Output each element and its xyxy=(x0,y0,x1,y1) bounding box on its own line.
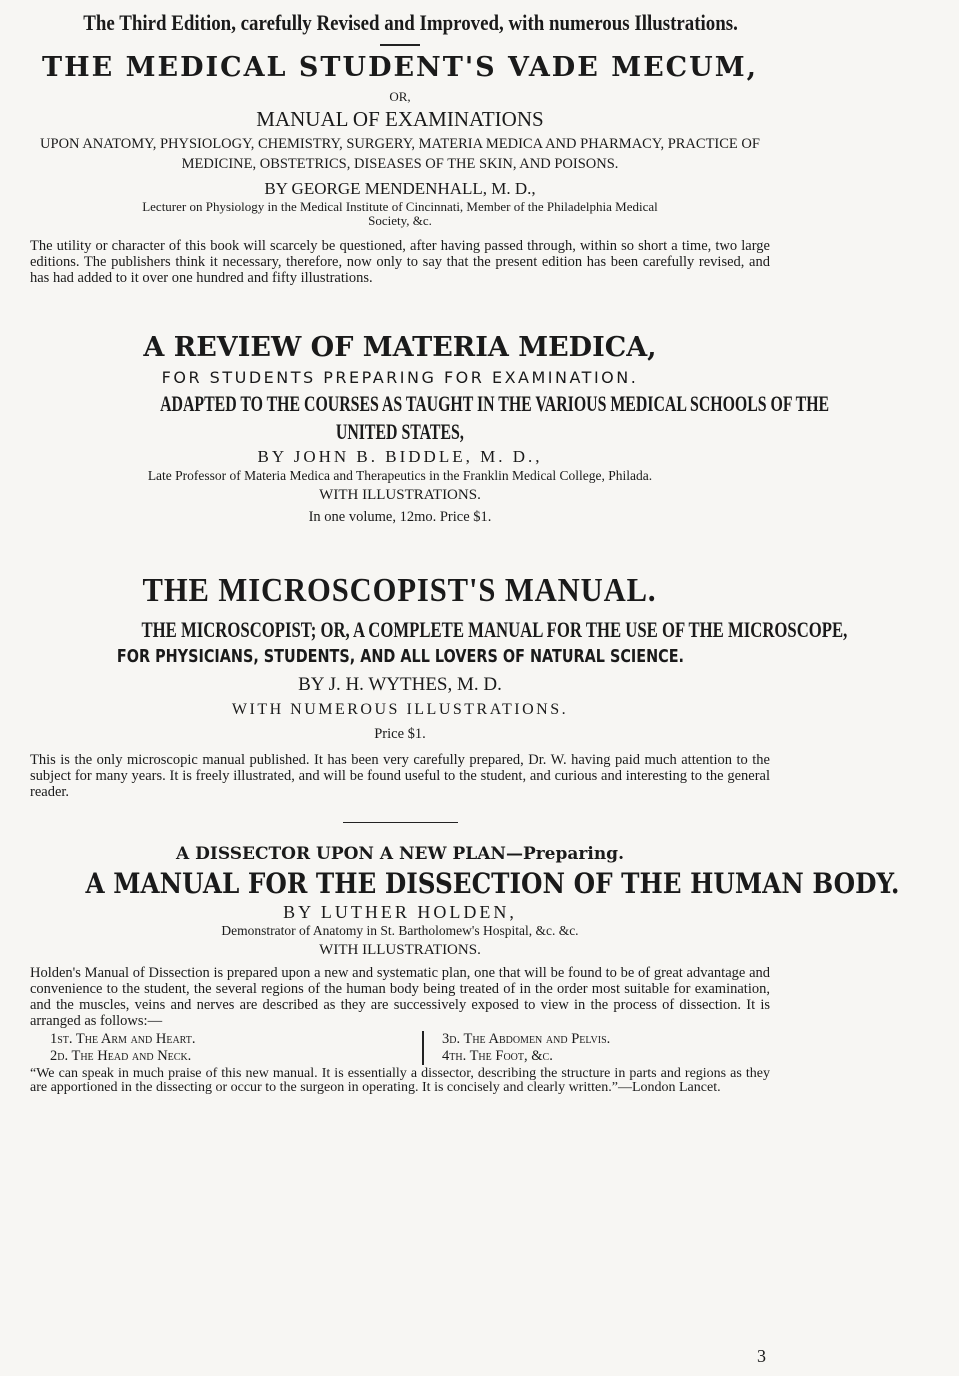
review-quote: “We can speak in much praise of this new manual. It is essentially a dissector, describing the structure in parts and regions as they are apportioned in the dissecting or occur to the surgeon in operating. It is concisely and clearly written.”—London Lancet. xyxy=(30,1066,770,1095)
author: BY JOHN B. BIDDLE, M. D., xyxy=(257,447,543,466)
book-description: Holden's Manual of Dissection is prepared upon a new and systematic plan, one that will be found to be of great advantage and convenience to the student, the several regions of the human body being treated of in the order most suitable for examination, and the muscles, veins and nerves are described as they are successively exposed to view in the process of dissection. It is arranged as follows:— xyxy=(30,965,770,1029)
list-item: 3d. The Abdomen and Pelvis. xyxy=(442,1031,611,1047)
divider xyxy=(380,44,420,46)
book-dissection xyxy=(30,843,900,1095)
list-item: 1st. The Arm and Heart. xyxy=(50,1031,196,1047)
author-description: Demonstrator of Anatomy in St. Bartholomew's Hospital, &c. &c. xyxy=(221,923,579,938)
illustrations-note: WITH ILLUSTRATIONS. xyxy=(319,942,481,958)
or-label: OR, xyxy=(389,89,411,104)
book-description: The utility or character of this book will scarcely be questioned, after having passed through, within so short a time, two large editions. The publishers think it necessary, therefore, now only to say that the present edition has been carefully revised, and has had added to it over one hundred and fifty illustrations. xyxy=(30,238,770,286)
author: BY J. H. WYTHES, M. D. xyxy=(298,674,502,695)
price: Price $1. xyxy=(374,726,426,742)
book-title: THE MICROSCOPIST'S MANUAL. xyxy=(143,572,657,609)
author-description: Late Professor of Materia Medica and Therapeutics in the Franklin Medical College, Philada. xyxy=(147,468,653,483)
book-subtitle: THE MICROSCOPIST; OR, A COMPLETE MANUAL FOR THE USE OF THE MICROSCOPE, xyxy=(141,617,848,642)
illustrations-note: WITH ILLUSTRATIONS. xyxy=(319,487,481,503)
edition-header: The Third Edition, carefully Revised and Improved, with numerous Illustrations. xyxy=(83,10,738,35)
audience-line: FOR STUDENTS PREPARING FOR EXAMINATION. xyxy=(161,368,639,387)
author-description: Lecturer on Physiology in the Medical Institute of Cincinnati, Member of the Philadelphia Medical Society, &c. xyxy=(142,199,658,228)
author: BY LUTHER HOLDEN, xyxy=(283,902,517,922)
advertisement-page xyxy=(30,0,900,1366)
divider xyxy=(343,822,458,823)
list-item: 4th. The Foot, &c. xyxy=(442,1048,553,1064)
audience-line: FOR PHYSICIANS, STUDENTS, AND ALL LOVERS OF NATURAL SCIENCE. xyxy=(116,646,684,667)
parts-list xyxy=(30,1031,770,1065)
adapted-line: ADAPTED TO THE COURSES AS TAUGHT IN THE VARIOUS MEDICAL SCHOOLS OF THE xyxy=(160,391,830,416)
adapted-line-2: UNITED STATES, xyxy=(336,419,464,444)
page-number: 3 xyxy=(757,1346,766,1366)
list-item: 2d. The Head and Neck. xyxy=(50,1048,192,1064)
book-microscopist xyxy=(30,572,848,800)
parts-right xyxy=(424,1031,610,1065)
book-subtitle: MANUAL OF EXAMINATIONS xyxy=(256,107,544,131)
illustrations-note: WITH NUMEROUS ILLUSTRATIONS. xyxy=(231,701,569,718)
book-materia-medica xyxy=(30,332,830,528)
volume-price: In one volume, 12mo. Price $1. xyxy=(308,509,492,525)
book-title: A MANUAL FOR THE DISSECTION OF THE HUMAN BODY. xyxy=(85,867,900,900)
book-title: THE MEDICAL STUDENT'S VADE MECUM, xyxy=(42,52,758,83)
parts-left xyxy=(30,1031,424,1065)
author: BY GEORGE MENDENHALL, M. D., xyxy=(264,179,536,198)
book-subjects: UPON ANATOMY, PHYSIOLOGY, CHEMISTRY, SURGERY, MATERIA MEDICA AND PHARMACY, PRACTICE OF MEDICINE, OBSTETRICS, DISEASES OF THE SKIN, AND POISONS. xyxy=(40,136,760,172)
book-description: This is the only microscopic manual published. It has been very carefully prepared, Dr. W. having paid much attention to the subject for many years. It is freely illustrated, and will be found useful to the student, and curious and interesting to the general reader. xyxy=(30,752,770,800)
book-title: A REVIEW OF MATERIA MEDICA, xyxy=(143,332,657,363)
book-vade-mecum xyxy=(30,52,770,286)
preparing-line: A DISSECTOR UPON A NEW PLAN—Preparing. xyxy=(176,844,624,864)
